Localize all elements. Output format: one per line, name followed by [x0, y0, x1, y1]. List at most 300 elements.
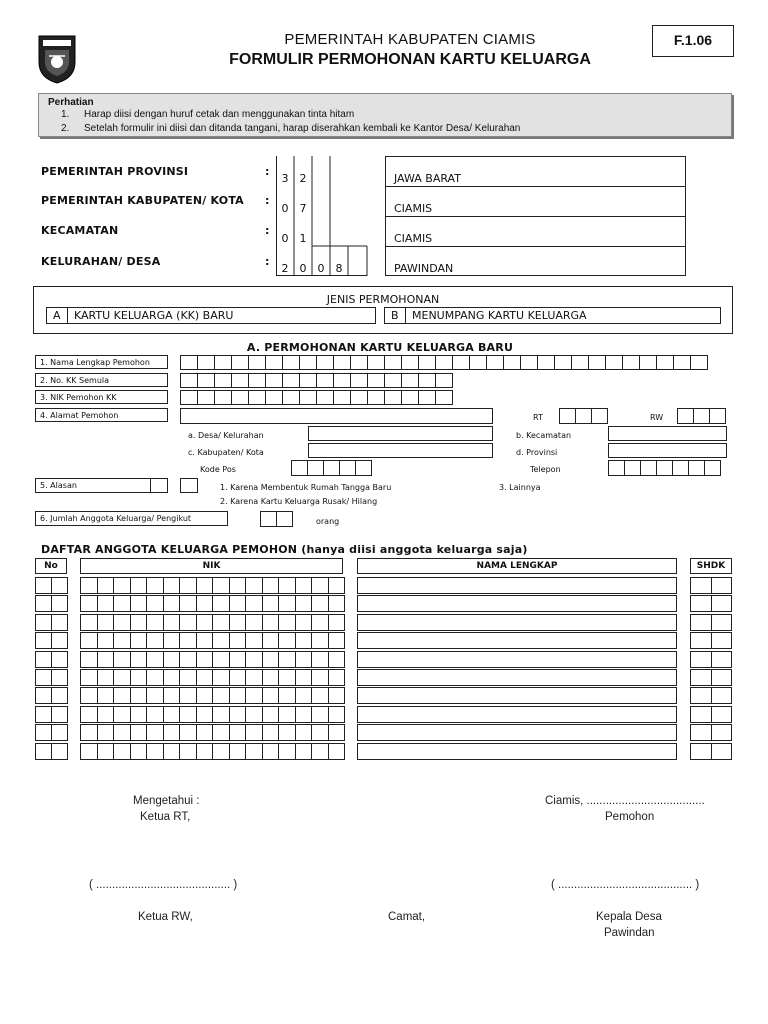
char-cell[interactable]: [196, 595, 214, 612]
char-cell[interactable]: [418, 373, 436, 388]
char-cell[interactable]: [328, 687, 346, 704]
char-cell[interactable]: [262, 669, 280, 686]
char-cell[interactable]: [229, 651, 247, 668]
char-cell[interactable]: [554, 355, 572, 370]
char-cell[interactable]: [130, 706, 148, 723]
char-cell[interactable]: [367, 373, 385, 388]
char-cell[interactable]: [212, 632, 230, 649]
char-cell[interactable]: [278, 669, 296, 686]
char-cell[interactable]: [265, 373, 283, 388]
member-shdk-cells[interactable]: [690, 577, 731, 594]
char-cell[interactable]: [328, 669, 346, 686]
char-cell[interactable]: [311, 577, 329, 594]
member-nama-input[interactable]: [357, 595, 677, 612]
char-cell[interactable]: [163, 651, 181, 668]
char-cell[interactable]: [295, 706, 313, 723]
char-cell[interactable]: [212, 687, 230, 704]
char-cell[interactable]: [212, 577, 230, 594]
char-cell[interactable]: [278, 706, 296, 723]
char-cell[interactable]: [307, 460, 324, 476]
char-cell[interactable]: [97, 724, 115, 741]
member-nama-input[interactable]: [357, 669, 677, 686]
member-no-cells[interactable]: [35, 614, 67, 631]
char-cell[interactable]: [311, 614, 329, 631]
char-cell[interactable]: [328, 724, 346, 741]
char-cell[interactable]: [350, 373, 368, 388]
char-cell[interactable]: [245, 743, 263, 760]
char-cell[interactable]: [130, 651, 148, 668]
char-cell[interactable]: [80, 743, 98, 760]
input-telepon[interactable]: [608, 460, 720, 476]
char-cell[interactable]: [229, 595, 247, 612]
member-nik-cells[interactable]: [80, 651, 344, 668]
member-nik-cells[interactable]: [80, 706, 344, 723]
char-cell[interactable]: [299, 355, 317, 370]
char-cell[interactable]: [295, 687, 313, 704]
char-cell[interactable]: [113, 651, 131, 668]
char-cell[interactable]: [196, 687, 214, 704]
char-cell[interactable]: [452, 355, 470, 370]
char-cell[interactable]: [605, 355, 623, 370]
char-cell[interactable]: [163, 724, 181, 741]
char-cell[interactable]: [231, 390, 249, 405]
char-cell[interactable]: [690, 614, 712, 631]
char-cell[interactable]: [146, 669, 164, 686]
char-cell[interactable]: [35, 724, 52, 741]
char-cell[interactable]: [197, 390, 215, 405]
char-cell[interactable]: [339, 460, 356, 476]
char-cell[interactable]: [51, 687, 68, 704]
member-no-cells[interactable]: [35, 687, 67, 704]
char-cell[interactable]: [146, 614, 164, 631]
char-cell[interactable]: [311, 743, 329, 760]
char-cell[interactable]: [571, 355, 589, 370]
char-cell[interactable]: [35, 687, 52, 704]
char-cell[interactable]: [180, 373, 198, 388]
char-cell[interactable]: [640, 460, 657, 476]
char-cell[interactable]: [130, 724, 148, 741]
char-cell[interactable]: [196, 724, 214, 741]
char-cell[interactable]: [248, 373, 266, 388]
char-cell[interactable]: [130, 687, 148, 704]
member-shdk-cells[interactable]: [690, 669, 731, 686]
char-cell[interactable]: [282, 355, 300, 370]
input-provinsi[interactable]: [608, 443, 727, 458]
char-cell[interactable]: [328, 651, 346, 668]
option-kk-baru[interactable]: [46, 307, 376, 324]
char-cell[interactable]: [80, 706, 98, 723]
char-cell[interactable]: [656, 355, 674, 370]
char-cell[interactable]: [311, 595, 329, 612]
char-cell[interactable]: [51, 577, 68, 594]
char-cell[interactable]: [384, 390, 402, 405]
member-nik-cells[interactable]: [80, 687, 344, 704]
char-cell[interactable]: [262, 706, 280, 723]
char-cell[interactable]: [196, 614, 214, 631]
char-cell[interactable]: [690, 687, 712, 704]
char-cell[interactable]: [35, 614, 52, 631]
char-cell[interactable]: [163, 595, 181, 612]
char-cell[interactable]: [559, 408, 576, 424]
member-nik-cells[interactable]: [80, 632, 344, 649]
char-cell[interactable]: [673, 355, 691, 370]
input-alasan-b[interactable]: [180, 478, 198, 493]
char-cell[interactable]: [196, 651, 214, 668]
char-cell[interactable]: [278, 595, 296, 612]
char-cell[interactable]: [245, 651, 263, 668]
char-cell[interactable]: [262, 724, 280, 741]
member-nik-cells[interactable]: [80, 669, 344, 686]
char-cell[interactable]: [179, 706, 197, 723]
char-cell[interactable]: [51, 669, 68, 686]
char-cell[interactable]: [311, 687, 329, 704]
char-cell[interactable]: [401, 373, 419, 388]
member-no-cells[interactable]: [35, 632, 67, 649]
char-cell[interactable]: [196, 632, 214, 649]
char-cell[interactable]: [537, 355, 555, 370]
char-cell[interactable]: [212, 724, 230, 741]
char-cell[interactable]: [245, 724, 263, 741]
char-cell[interactable]: [295, 724, 313, 741]
char-cell[interactable]: [278, 651, 296, 668]
char-cell[interactable]: [146, 687, 164, 704]
char-cell[interactable]: [229, 669, 247, 686]
input-no-kk[interactable]: [180, 373, 452, 388]
char-cell[interactable]: [282, 373, 300, 388]
char-cell[interactable]: [711, 632, 733, 649]
char-cell[interactable]: [690, 595, 712, 612]
char-cell[interactable]: [179, 632, 197, 649]
char-cell[interactable]: [690, 651, 712, 668]
input-nama-lengkap[interactable]: [180, 355, 707, 370]
char-cell[interactable]: [711, 687, 733, 704]
char-cell[interactable]: [130, 614, 148, 631]
char-cell[interactable]: [113, 632, 131, 649]
char-cell[interactable]: [245, 706, 263, 723]
char-cell[interactable]: [113, 743, 131, 760]
char-cell[interactable]: [401, 355, 419, 370]
char-cell[interactable]: [262, 743, 280, 760]
char-cell[interactable]: [350, 390, 368, 405]
member-nama-input[interactable]: [357, 687, 677, 704]
char-cell[interactable]: [51, 743, 68, 760]
char-cell[interactable]: [51, 724, 68, 741]
member-nama-input[interactable]: [357, 577, 677, 594]
input-nik-pemohon[interactable]: [180, 390, 452, 405]
char-cell[interactable]: [80, 614, 98, 631]
char-cell[interactable]: [690, 632, 712, 649]
member-nama-input[interactable]: [357, 632, 677, 649]
char-cell[interactable]: [384, 355, 402, 370]
char-cell[interactable]: [214, 355, 232, 370]
char-cell[interactable]: [97, 743, 115, 760]
char-cell[interactable]: [212, 669, 230, 686]
char-cell[interactable]: [265, 355, 283, 370]
char-cell[interactable]: [588, 355, 606, 370]
char-cell[interactable]: [130, 577, 148, 594]
char-cell[interactable]: [624, 460, 641, 476]
char-cell[interactable]: [179, 743, 197, 760]
char-cell[interactable]: [333, 355, 351, 370]
char-cell[interactable]: [262, 614, 280, 631]
char-cell[interactable]: [278, 632, 296, 649]
char-cell[interactable]: [214, 373, 232, 388]
char-cell[interactable]: [245, 687, 263, 704]
option-menumpang[interactable]: [384, 307, 721, 324]
member-nik-cells[interactable]: [80, 743, 344, 760]
char-cell[interactable]: [693, 408, 710, 424]
char-cell[interactable]: [282, 390, 300, 405]
char-cell[interactable]: [333, 373, 351, 388]
char-cell[interactable]: [418, 355, 436, 370]
char-cell[interactable]: [229, 706, 247, 723]
char-cell[interactable]: [113, 669, 131, 686]
char-cell[interactable]: [350, 355, 368, 370]
char-cell[interactable]: [146, 595, 164, 612]
char-cell[interactable]: [197, 373, 215, 388]
char-cell[interactable]: [328, 614, 346, 631]
char-cell[interactable]: [711, 743, 733, 760]
char-cell[interactable]: [384, 373, 402, 388]
char-cell[interactable]: [291, 460, 308, 476]
char-cell[interactable]: [146, 743, 164, 760]
char-cell[interactable]: [639, 355, 657, 370]
char-cell[interactable]: [196, 669, 214, 686]
char-cell[interactable]: [80, 595, 98, 612]
input-rw[interactable]: [677, 408, 725, 424]
char-cell[interactable]: [97, 706, 115, 723]
char-cell[interactable]: [248, 390, 266, 405]
char-cell[interactable]: [690, 355, 708, 370]
char-cell[interactable]: [469, 355, 487, 370]
char-cell[interactable]: [311, 632, 329, 649]
char-cell[interactable]: [260, 511, 277, 527]
char-cell[interactable]: [196, 577, 214, 594]
char-cell[interactable]: [435, 355, 453, 370]
char-cell[interactable]: [709, 408, 726, 424]
char-cell[interactable]: [328, 577, 346, 594]
char-cell[interactable]: [520, 355, 538, 370]
char-cell[interactable]: [316, 355, 334, 370]
input-kodepos[interactable]: [291, 460, 371, 476]
char-cell[interactable]: [295, 632, 313, 649]
char-cell[interactable]: [179, 577, 197, 594]
char-cell[interactable]: [435, 390, 453, 405]
char-cell[interactable]: [231, 373, 249, 388]
char-cell[interactable]: [179, 724, 197, 741]
char-cell[interactable]: [278, 614, 296, 631]
char-cell[interactable]: [248, 355, 266, 370]
char-cell[interactable]: [367, 355, 385, 370]
char-cell[interactable]: [146, 577, 164, 594]
input-rt[interactable]: [559, 408, 607, 424]
member-nama-input[interactable]: [357, 706, 677, 723]
char-cell[interactable]: [262, 651, 280, 668]
char-cell[interactable]: [245, 577, 263, 594]
char-cell[interactable]: [179, 595, 197, 612]
member-shdk-cells[interactable]: [690, 595, 731, 612]
char-cell[interactable]: [179, 614, 197, 631]
char-cell[interactable]: [608, 460, 625, 476]
char-cell[interactable]: [278, 743, 296, 760]
char-cell[interactable]: [212, 706, 230, 723]
char-cell[interactable]: [486, 355, 504, 370]
char-cell[interactable]: [80, 651, 98, 668]
char-cell[interactable]: [163, 743, 181, 760]
char-cell[interactable]: [212, 743, 230, 760]
char-cell[interactable]: [575, 408, 592, 424]
char-cell[interactable]: [130, 743, 148, 760]
char-cell[interactable]: [245, 632, 263, 649]
char-cell[interactable]: [690, 669, 712, 686]
char-cell[interactable]: [113, 724, 131, 741]
char-cell[interactable]: [316, 390, 334, 405]
char-cell[interactable]: [80, 724, 98, 741]
char-cell[interactable]: [690, 724, 712, 741]
char-cell[interactable]: [265, 390, 283, 405]
char-cell[interactable]: [295, 614, 313, 631]
char-cell[interactable]: [51, 651, 68, 668]
char-cell[interactable]: [179, 651, 197, 668]
char-cell[interactable]: [97, 595, 115, 612]
char-cell[interactable]: [113, 706, 131, 723]
char-cell[interactable]: [51, 595, 68, 612]
char-cell[interactable]: [711, 614, 733, 631]
char-cell[interactable]: [688, 460, 705, 476]
char-cell[interactable]: [35, 632, 52, 649]
input-alamat[interactable]: [180, 408, 493, 424]
input-kabupaten[interactable]: [308, 443, 493, 458]
char-cell[interactable]: [229, 632, 247, 649]
char-cell[interactable]: [80, 632, 98, 649]
char-cell[interactable]: [163, 577, 181, 594]
char-cell[interactable]: [711, 651, 733, 668]
char-cell[interactable]: [212, 595, 230, 612]
char-cell[interactable]: [262, 687, 280, 704]
char-cell[interactable]: [656, 460, 673, 476]
char-cell[interactable]: [180, 390, 198, 405]
member-shdk-cells[interactable]: [690, 687, 731, 704]
char-cell[interactable]: [622, 355, 640, 370]
char-cell[interactable]: [229, 577, 247, 594]
char-cell[interactable]: [97, 651, 115, 668]
char-cell[interactable]: [245, 614, 263, 631]
char-cell[interactable]: [503, 355, 521, 370]
char-cell[interactable]: [299, 390, 317, 405]
char-cell[interactable]: [229, 614, 247, 631]
char-cell[interactable]: [311, 724, 329, 741]
member-nama-input[interactable]: [357, 743, 677, 760]
char-cell[interactable]: [146, 724, 164, 741]
char-cell[interactable]: [163, 669, 181, 686]
char-cell[interactable]: [51, 632, 68, 649]
char-cell[interactable]: [401, 390, 419, 405]
char-cell[interactable]: [212, 614, 230, 631]
char-cell[interactable]: [35, 706, 52, 723]
char-cell[interactable]: [262, 595, 280, 612]
char-cell[interactable]: [113, 577, 131, 594]
char-cell[interactable]: [163, 706, 181, 723]
char-cell[interactable]: [97, 632, 115, 649]
char-cell[interactable]: [295, 651, 313, 668]
char-cell[interactable]: [690, 577, 712, 594]
char-cell[interactable]: [278, 724, 296, 741]
char-cell[interactable]: [711, 669, 733, 686]
char-cell[interactable]: [672, 460, 689, 476]
char-cell[interactable]: [214, 390, 232, 405]
member-nik-cells[interactable]: [80, 614, 344, 631]
char-cell[interactable]: [295, 669, 313, 686]
char-cell[interactable]: [163, 687, 181, 704]
member-nama-input[interactable]: [357, 614, 677, 631]
member-no-cells[interactable]: [35, 724, 67, 741]
char-cell[interactable]: [51, 614, 68, 631]
char-cell[interactable]: [130, 595, 148, 612]
member-nik-cells[interactable]: [80, 724, 344, 741]
char-cell[interactable]: [35, 669, 52, 686]
member-shdk-cells[interactable]: [690, 724, 731, 741]
char-cell[interactable]: [333, 390, 351, 405]
char-cell[interactable]: [311, 706, 329, 723]
char-cell[interactable]: [704, 460, 721, 476]
char-cell[interactable]: [179, 669, 197, 686]
char-cell[interactable]: [276, 511, 293, 527]
char-cell[interactable]: [328, 743, 346, 760]
char-cell[interactable]: [711, 577, 733, 594]
char-cell[interactable]: [80, 687, 98, 704]
char-cell[interactable]: [97, 669, 115, 686]
member-no-cells[interactable]: [35, 651, 67, 668]
char-cell[interactable]: [80, 577, 98, 594]
char-cell[interactable]: [311, 669, 329, 686]
char-cell[interactable]: [245, 595, 263, 612]
char-cell[interactable]: [113, 595, 131, 612]
char-cell[interactable]: [690, 706, 712, 723]
char-cell[interactable]: [690, 743, 712, 760]
char-cell[interactable]: [262, 577, 280, 594]
char-cell[interactable]: [180, 355, 198, 370]
char-cell[interactable]: [295, 743, 313, 760]
char-cell[interactable]: [212, 651, 230, 668]
member-nik-cells[interactable]: [80, 577, 344, 594]
char-cell[interactable]: [299, 373, 317, 388]
member-no-cells[interactable]: [35, 595, 67, 612]
char-cell[interactable]: [262, 632, 280, 649]
input-alasan-a[interactable]: [150, 478, 168, 493]
char-cell[interactable]: [113, 687, 131, 704]
char-cell[interactable]: [711, 724, 733, 741]
char-cell[interactable]: [229, 743, 247, 760]
member-shdk-cells[interactable]: [690, 651, 731, 668]
member-nik-cells[interactable]: [80, 595, 344, 612]
char-cell[interactable]: [163, 614, 181, 631]
member-no-cells[interactable]: [35, 577, 67, 594]
char-cell[interactable]: [196, 743, 214, 760]
char-cell[interactable]: [367, 390, 385, 405]
char-cell[interactable]: [245, 669, 263, 686]
char-cell[interactable]: [229, 724, 247, 741]
char-cell[interactable]: [130, 632, 148, 649]
char-cell[interactable]: [711, 706, 733, 723]
char-cell[interactable]: [316, 373, 334, 388]
char-cell[interactable]: [163, 632, 181, 649]
input-kecamatan[interactable]: [608, 426, 727, 441]
char-cell[interactable]: [328, 706, 346, 723]
char-cell[interactable]: [229, 687, 247, 704]
char-cell[interactable]: [146, 632, 164, 649]
char-cell[interactable]: [711, 595, 733, 612]
member-nama-input[interactable]: [357, 724, 677, 741]
